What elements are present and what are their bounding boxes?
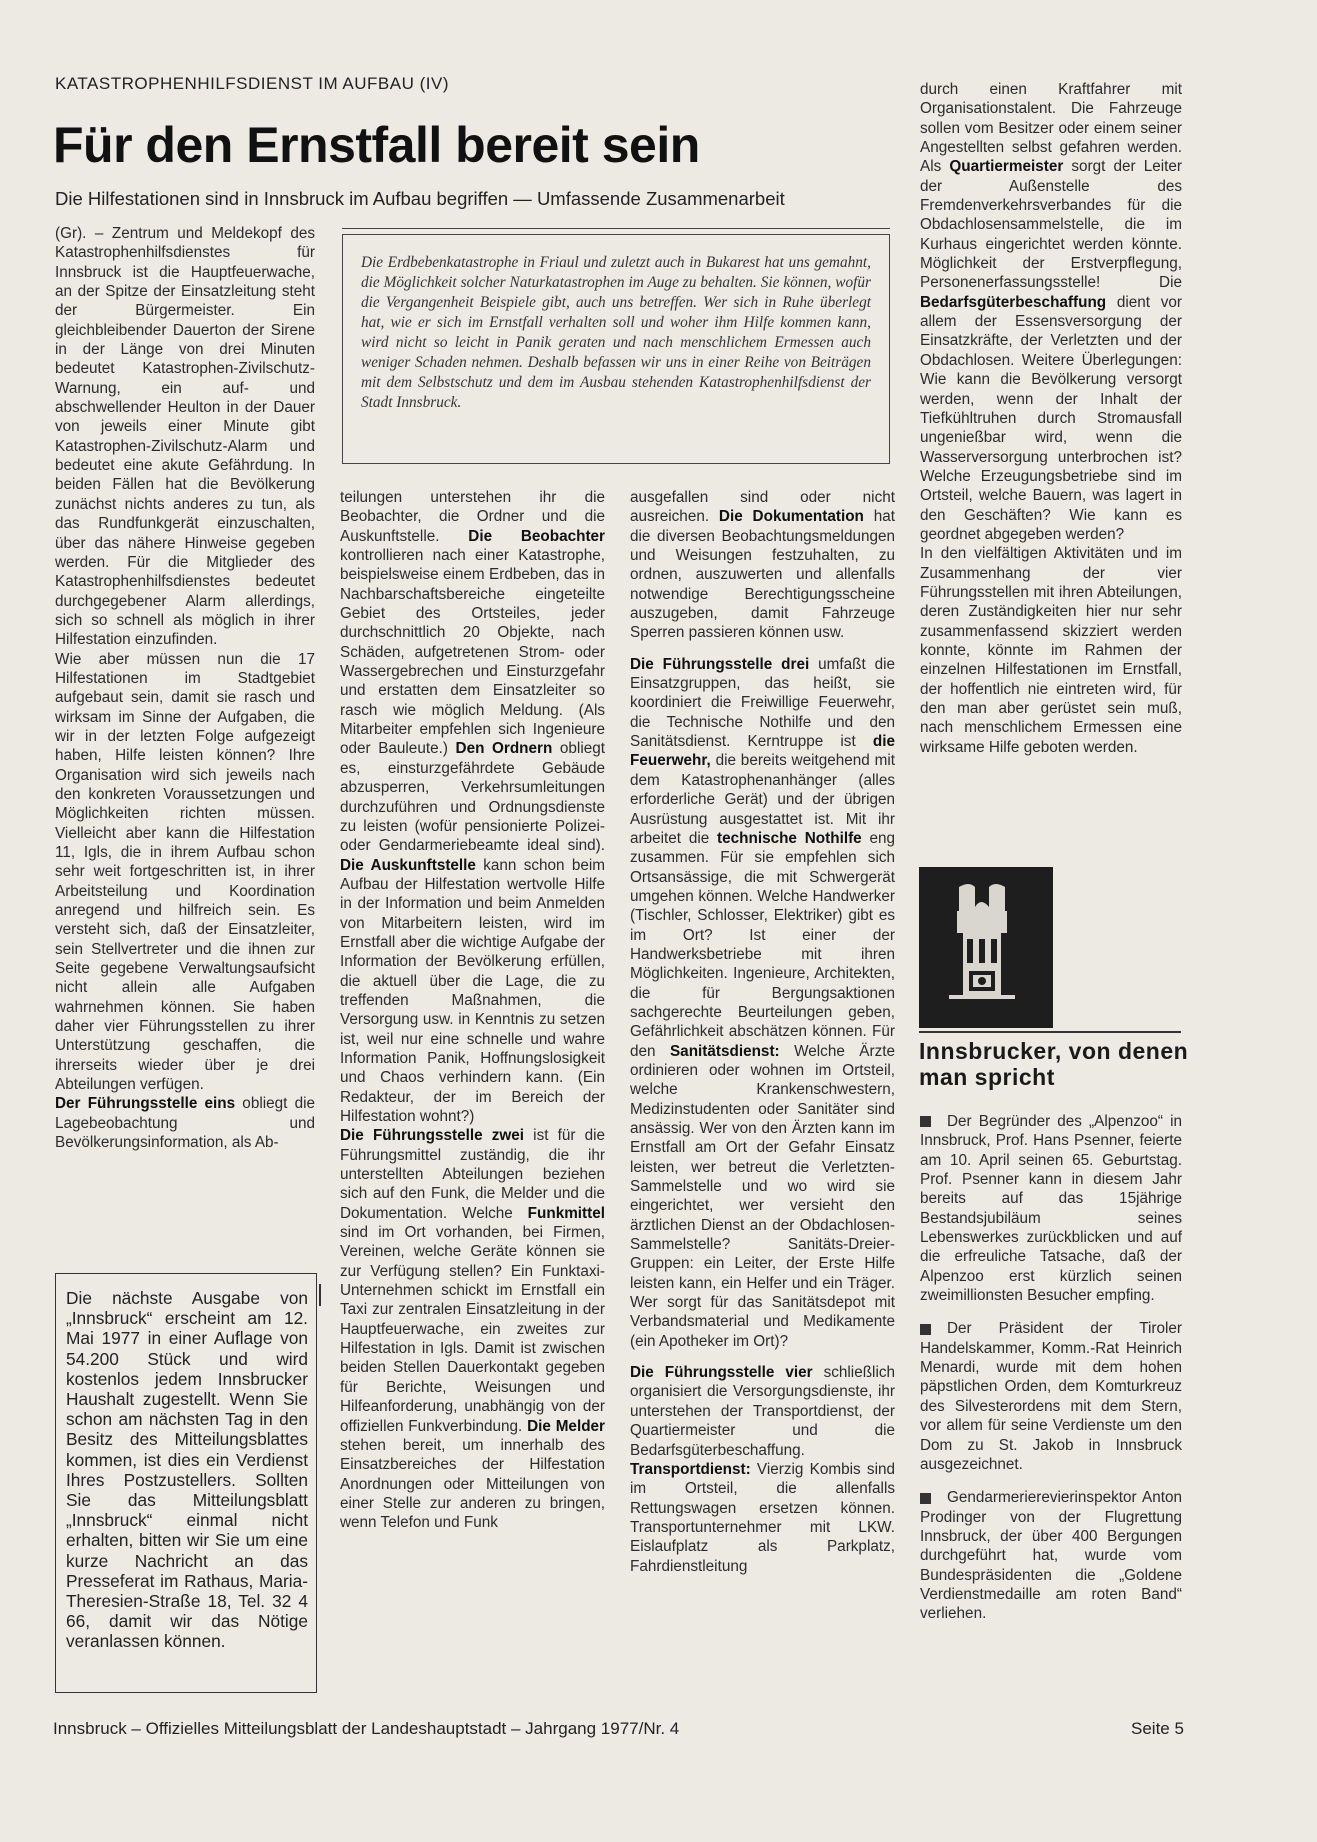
people-section — [920, 1112, 1182, 1638]
article-headline: Für den Ernstfall bereit sein — [53, 117, 700, 173]
bullet-icon — [920, 1493, 931, 1504]
column-3-paragraph-2: Die Führungsstelle drei umfaßt die Einsatzgruppen, das heißt, sie koordiniert die Freiwillige Feuerwehr, die Technische Nothilfe und den Sanitätsdienst. Kerntruppe ist die Feuerwehr, die bereits weitgehend mit dem Katastrophenanhänger (alles erforderliche Gerät) und der übrigen Ausrüstung ausgestattet ist. Mit ihr arbeitet die technische Nothilfe eng zusammen. Für sie empfehlen sich Ortsansässige, die mit Schwergerät umgehen können. Welche Handwerker (Tischler, Schlosser, Elektriker) gibt es im Ort? Ist einer der Handwerksbetriebe mit ihren Möglichkeiten. Ingenieure, Architekten, die für Bergungsaktionen sachgerechte Beurteilungen geben, Gefährlichkeit abschätzen können. Für den Sanitätsdienst: Welche Ärzte ordinieren oder wohnen im Ortsteil, welche Krankenschwestern, Medizinstudenten oder Sanitäter sind ansässig. Wer von den Ärzten kann im Ernstfall am Ort der Gefahr Einsatz leisten, wer betreut die Verletzten-Sammelstelle und wo wird sie eingerichtet, wer versieht den ärztlichen Dienst an der Obdachlosen-Sammelstelle? Sanitäts-Dreier-Gruppen: ein Leiter, der Erste Hilfe leisten kann, ein Helfer und ein Träger. Wer sorgt für das Sanitätsdepot mit Verbandsmaterial und Medikamente (ein Apotheker im Ort)? — [630, 655, 896, 1350]
intro-box: Die Erdbebenkatastrophe in Friaul und zuletzt auch in Bukarest hat uns gemahnt, die Möglichkeit solcher Naturkatastrophen im Auge zu behalten. Sie können, wofür die Vergangenheit Beispiele gibt, auch uns betreffen. Wer sich in Ruhe überlegt hat, wie er sich im Ernstfall verhalten soll und woher ihm Hilfe kommen kann, wird nicht so leicht in Panik geraten und nach menschlichem Ermessen auch weniger Schaden nehmen. Deshalb befassen wir uns in einer Reihe von Beiträgen mit dem Selbstschutz und dem im Ausbau stehenden Katastrophenhilfsdienst der Stadt Innsbruck. — [342, 234, 890, 464]
people-item: Der Begründer des „Alpenzoo“ in Innsbruck, Prof. Hans Psenner, feierte am 10. April seinen 65. Geburtstag. Prof. Psenner kann in diesem Jahr bereits auf das 15jährige Bestandsjubiläum seines Lebenswerkes zurückblicken und auf die erfreuliche Tatsache, daß der Alpenzoo erst kürzlich seinen zweimillionsten Besucher empfing. — [920, 1113, 1182, 1305]
column-3-paragraph-3: Die Führungsstelle vier schließlich organisiert die Versorgungsdienste, ihr unterstehen der Transportdienst, der Quartiermeister und die Bedarfsgüterbeschaffung. Transportdienst: Vierzig Kombis sind im Ortsteil, die allenfalls Rettungswagen ersetzen können. Transportunternehmer mit LKW. Eislaufplatz als Parkplatz, Fahrdienstleitung — [630, 1364, 896, 1575]
column-logo-image — [919, 867, 1053, 1028]
column-2-paragraph-1: teilungen unterstehen ihr die Beobachter, die Ordner und die Auskunftstelle. Die Beobachter kontrollieren nach einer Katastrophe, beispielsweise einem Erdbeben, das in Nachbarschaftsbereiche eingeteilte Gebiet des Ortsteiles, jeder durchschnittlich 20 Objekte, nach Schäden, aufgetretenen Strom- oder Wassergebrechen und Einsturzgefahr und erstatten dem Einsatzleiter so rasch wie möglich Meldung. (Als Mitarbeiter empfehlen sich Ingenieure oder Bauleute.) Den Ordnern obliegt es, einsturzgefährdete Gebäude abzusperren, Verkehrsumleitungen durchzuführen und Ordnungsdienste zu leisten (wofür pensionierte Polizei- oder Gendarmeriebeamte ideal sind). Die Auskunftstelle kann schon beim Aufbau der Hilfestation wertvolle Hilfe in der Information und beim Anmelden von Mitarbeitern leisten, wird im Ernstfall aber die wichtige Aufgabe der Information der Bevölkerung erfüllen, die aktuell über die Lage, die zu treffenden Maßnahmen, die Versorgung usw. in Kenntnis zu setzen ist, weil nur eine schnelle und wahre Information Panik, Hoffnungslosigkeit und Chaos verhindern kann. (Ein Redakteur, der im Bereich der Hilfestation wohnt?) — [340, 489, 605, 1125]
article-column-3 — [630, 488, 895, 1576]
column-3-paragraph-1: ausgefallen sind oder nicht ausreichen. Die Dokumentation hat die diversen Beobachtungsmeldungen und Weisungen festzuhalten, zu ordnen, auszuwerten und allenfalls notwendige Berechtigungsscheine auszugeben, damit Fahrzeuge Sperren passieren können usw. — [630, 489, 895, 642]
page-number: Seite 5 — [1131, 1719, 1184, 1738]
people-item: Gendarmerierevierinspektor Anton Prodinger von der Flugrettung Innsbruck, der über 400 Bergungen durchgeführt hat, wurde vom Bundespräsidenten die „Goldene Verdienstmedaille am roten Band“ verliehen. — [920, 1489, 1182, 1623]
people-item: Der Präsident der Tiroler Handelskammer, Komm.-Rat Heinrich Menardi, wurde mit dem hohen päpstlichen Orden, dem Komturkreuz des Silvesterordens mit dem Stern, vor allem für seine Verdienste um den Dom zu St. Jakob in Innsbruck ausgezeichnet. — [920, 1320, 1182, 1473]
article-column-4 — [920, 80, 1182, 757]
next-issue-notice: Die nächste Ausgabe von „Innsbruck“ erscheint am 12. Mai 1977 in einer Auflage von 54.200 Stück und wird kostenlos jedem Innsbrucker Haushalt zugestellt. Wenn Sie schon am nächsten Tag in den Besitz des Mitteilungsblattes kommen, ist dies ein Verdienst Ihres Postzustellers. Sollten Sie das Mitteilungsblatt „Innsbruck“ einmal nicht erhalten, bitten wir Sie um eine kurze Nachricht an das Presseferat im Rathaus, Maria-Theresien-Straße 18, Tel. 32 4 66, damit wir das Nötige veranlassen können. — [55, 1273, 317, 1693]
tower-icon — [919, 867, 1053, 1028]
fuehrungsstelle-eins-label: Der Führungsstelle eins — [55, 1095, 236, 1113]
column-1-paragraph-1: (Gr). – Zentrum und Meldekopf des Katastrophenhilfsdienstes für Innsbruck ist die Hauptfeuerwache, an der Spitze der Einsatzleitung steht der Bürgermeister. Ein gleichbleibender Dauerton der Sirene in der Länge von drei Minuten bedeutet Katastrophen-Zivilschutz-Warnung, ein auf- und abschwellender Heulton in der Dauer von jeweils einer Minute gibt Katastrophen-Zivilschutz-Alarm und bedeutet eine akute Gefährdung. In beiden Fällen hat die Bevölkerung zunächst nichts anderes zu tun, als das Rundfunkgerät einzuschalten, über das nähere Hinweise gegeben werden. Für die Mitglieder des Katastrophenhilfsdienstes bedeutet durchgegebener Alarm allerdings, sich so schnell als möglich in ihrer Hilfestation einzufinden. — [55, 225, 315, 649]
section-rule — [919, 1031, 1181, 1033]
article-column-1 — [55, 224, 315, 1153]
article-column-2 — [340, 488, 605, 1533]
column-1-paragraph-2: Wie aber müssen nun die 17 Hilfestationen im Stadtgebiet aufgebaut sein, damit sie rasch und wirksam im Sinne der Aufgaben, die wir in der letzten Folge aufgezeigt haben, Hilfe leisten können? Ihre Organisation wird sich jeweils nach den konkreten Voraussetzungen und Möglichkeiten richten müssen. Vielleicht aber kann die Hilfestation 11, Igls, die in ihrem Aufbau schon sehr weit fortgeschritten ist, in ihrer Arbeitsteilung und Koordination anregend und hilfreich sein. Es versteht sich, daß der Einsatzleiter, sein Stellvertreter und die ihnen zur Seite gegebene Verwaltungsaufsicht nicht allein alle Aufgaben wahrnehmen können. Sie haben daher vier Führungsstellen zu ihrer Unterstützung geschaffen, die ihrerseits wieder über je drei Abteilungen verfügen. — [55, 650, 315, 1094]
column-4-paragraph-2: In den vielfältigen Aktivitäten und im Zusammenhang der vier Führungsstellen mit ihren Abteilungen, deren Zuständigkeiten hier nur sehr zusammenfassend skizziert werden konnte, könnte im Rahmen der einzelnen Hilfestationen im Ernstfall, der hoffentlich nie eintreten wird, für den man aber gerüstet sein muß, nach menschlichem Ermessen eine wirksame Hilfe geboten werden. — [920, 545, 1182, 756]
article-subheadline: Die Hilfestationen sind in Innsbruck im Aufbau begriffen — Umfassende Zusammenarbeit — [55, 188, 785, 209]
column-2-paragraph-2: Die Führungsstelle zwei ist für die Führungsmittel zuständig, die ihr unterstellten Abteilungen beziehen sich auf den Funk, die Melder und die Dokumentation. Welche Funkmittel sind im Ort vorhanden, bei Firmen, Vereinen, welche Geräte können sie zur Verfügung stellen? Ein Funktaxi-Unternehmen schickt im Ernstfall ein Taxi zur zentralen Einsatzleitung in der Hauptfeuerwache, ein zweites zur Hilfestation in Igls. Damit ist zwischen beiden Stellen Dauerkontakt gegeben für Berichte, Weisungen und Hilfeanforderung, unabhängig von der offiziellen Funkverbindung. Die Melder stehen bereit, um innerhalb des Einsatzbereiches der Hilfestation Anordnungen oder Mitteilungen von einer Stelle zur anderen zu bringen, wenn Telefon und Funk — [340, 1127, 606, 1532]
intro-top-rule — [342, 228, 890, 229]
bullet-icon — [920, 1324, 931, 1335]
notice-rule — [319, 1284, 321, 1306]
section-kicker: KATASTROPHENHILFSDIENST IM AUFBAU (IV) — [55, 74, 449, 93]
column-1-paragraph-3: Der Führungsstelle eins obliegt die Lagebeobachtung und Bevölkerungsinformation, als Ab- — [55, 1095, 315, 1152]
bullet-icon — [920, 1116, 931, 1127]
page-footer: Innsbruck – Offizielles Mitteilungsblatt der Landeshauptstadt – Jahrgang 1977/Nr. 4 — [53, 1719, 680, 1738]
column-4-paragraph-1: durch einen Kraftfahrer mit Organisationstalent. Die Fahrzeuge sollen vom Besitzer oder einem seiner Angestellten selbst gefahren werden. Als Quartiermeister sorgt der Leiter der Außenstelle des Fremdenverkehrsverbandes für die Obdachlosensammelstelle, die im Kurhaus eingerichtet werden könnte. Möglichkeit der Erstverpflegung, Personenerfassungsstelle! Die Bedarfsgüterbeschaffung dient vor allem der Essensversorgung der Einsatzkräfte, der Verletzten und der Obdachlosen. Weitere Überlegungen: Wie kann die Bevölkerung versorgt werden, wenn der Inhalt der Tiefkühltruhen durch Stromausfall ungenießbar wird, wenn die Wasserversorgung unterbrochen ist? Welche Erzeugungsbetriebe sind im Ortsteil, welche Bauern, was lagert in den Geschäften? Wie kann es geordnet abgegeben werden? — [920, 81, 1182, 543]
people-section-title: Innsbrucker, von denen man spricht — [919, 1038, 1189, 1090]
